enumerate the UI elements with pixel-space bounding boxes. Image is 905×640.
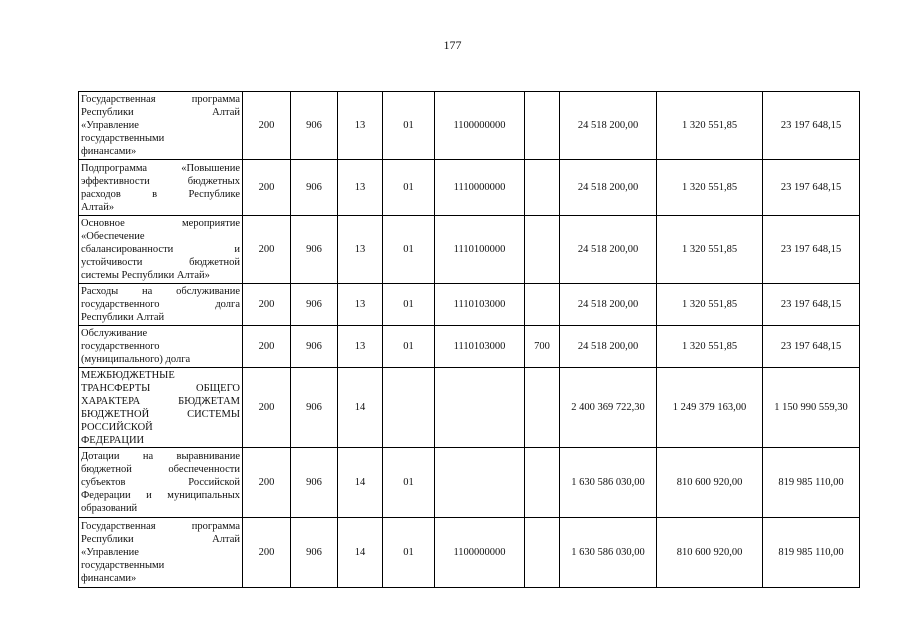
- description-line: Основное мероприятие: [81, 218, 240, 229]
- section-cell: 14: [338, 448, 383, 518]
- grbs-cell: 906: [291, 216, 338, 284]
- section-cell: 13: [338, 160, 383, 216]
- description-line: Республики Алтай: [81, 107, 240, 118]
- description-line: Дотации на выравнивание: [81, 451, 240, 462]
- row-description: [79, 448, 243, 518]
- budget-table: [78, 91, 860, 588]
- target-article-cell: [435, 368, 525, 448]
- expense-type-cell: [525, 448, 560, 518]
- grbs-cell: 906: [291, 284, 338, 326]
- code-cell: 200: [243, 160, 291, 216]
- expense-type-cell: [525, 368, 560, 448]
- row-description: [79, 326, 243, 368]
- regional-amount-cell: 23 197 648,15: [763, 216, 860, 284]
- total-amount-cell: 24 518 200,00: [560, 160, 657, 216]
- description-line: Подпрограмма «Повышение: [81, 162, 240, 174]
- description-line: Государственная программа: [81, 521, 240, 532]
- federal-amount-cell: 1 249 379 163,00: [657, 368, 763, 448]
- total-amount-cell: 2 400 369 722,30: [560, 368, 657, 448]
- regional-amount-cell: 23 197 648,15: [763, 326, 860, 368]
- section-cell: 14: [338, 368, 383, 448]
- table-row: [79, 448, 860, 518]
- description-line: РОССИЙСКОЙ: [81, 421, 153, 433]
- section-cell: 14: [338, 518, 383, 588]
- description-line: Обслуживание: [81, 328, 148, 339]
- description-line: ХАРАКТЕРА БЮДЖЕТАМ: [81, 395, 240, 407]
- code-cell: 200: [243, 518, 291, 588]
- code-cell: 200: [243, 368, 291, 448]
- grbs-cell: 906: [291, 326, 338, 368]
- expense-type-cell: 700: [525, 326, 560, 368]
- subsection-cell: 01: [383, 326, 435, 368]
- target-article-cell: [435, 448, 525, 518]
- total-amount-cell: 24 518 200,00: [560, 284, 657, 326]
- description-line: «Управление: [81, 547, 139, 558]
- subsection-cell: 01: [383, 448, 435, 518]
- section-cell: 13: [338, 326, 383, 368]
- description-line: государственными: [81, 133, 165, 144]
- row-description: [79, 92, 243, 160]
- regional-amount-cell: 819 985 110,00: [763, 448, 860, 518]
- target-article-cell: 1110103000: [435, 326, 525, 368]
- section-cell: 13: [338, 92, 383, 160]
- description-line: «Обеспечение: [81, 231, 145, 242]
- regional-amount-cell: 819 985 110,00: [763, 518, 860, 588]
- federal-amount-cell: 1 320 551,85: [657, 284, 763, 326]
- target-article-cell: 1110100000: [435, 216, 525, 284]
- subsection-cell: 01: [383, 284, 435, 326]
- grbs-cell: 906: [291, 448, 338, 518]
- description-line: «Управление: [81, 120, 139, 131]
- federal-amount-cell: 1 320 551,85: [657, 326, 763, 368]
- description-line: сбалансированности и: [81, 244, 240, 255]
- expense-type-cell: [525, 284, 560, 326]
- federal-amount-cell: 1 320 551,85: [657, 92, 763, 160]
- target-article-cell: 1110103000: [435, 284, 525, 326]
- row-description: [79, 518, 243, 588]
- page-number: 177: [443, 38, 462, 52]
- description-line: МЕЖБЮДЖЕТНЫЕ: [81, 369, 175, 381]
- federal-amount-cell: 1 320 551,85: [657, 216, 763, 284]
- description-line: (муниципального) долга: [81, 354, 191, 365]
- total-amount-cell: 1 630 586 030,00: [560, 518, 657, 588]
- expense-type-cell: [525, 216, 560, 284]
- expense-type-cell: [525, 518, 560, 588]
- section-cell: 13: [338, 216, 383, 284]
- row-description: [79, 216, 243, 284]
- code-cell: 200: [243, 326, 291, 368]
- target-article-cell: 1100000000: [435, 518, 525, 588]
- table-row: [79, 92, 860, 160]
- description-line: системы Республики Алтай»: [81, 270, 210, 281]
- description-line: ФЕДЕРАЦИИ: [81, 434, 145, 446]
- subsection-cell: 01: [383, 160, 435, 216]
- description-line: устойчивости бюджетной: [81, 257, 240, 268]
- row-description: [79, 368, 243, 448]
- description-line: государственными: [81, 560, 165, 571]
- description-line: Республики Алтай: [81, 534, 240, 545]
- description-line: государственного: [81, 341, 160, 352]
- federal-amount-cell: 810 600 920,00: [657, 448, 763, 518]
- table-row: [79, 518, 860, 588]
- description-line: Федерации и муниципальных: [81, 490, 240, 501]
- regional-amount-cell: 1 150 990 559,30: [763, 368, 860, 448]
- code-cell: 200: [243, 216, 291, 284]
- grbs-cell: 906: [291, 368, 338, 448]
- description-line: образований: [81, 503, 138, 514]
- section-cell: 13: [338, 284, 383, 326]
- regional-amount-cell: 23 197 648,15: [763, 92, 860, 160]
- table-row: [79, 326, 860, 368]
- grbs-cell: 906: [291, 160, 338, 216]
- subsection-cell: 01: [383, 216, 435, 284]
- target-article-cell: 1110000000: [435, 160, 525, 216]
- description-line: расходов в Республике: [81, 188, 240, 200]
- table-row: [79, 368, 860, 448]
- row-description: [79, 284, 243, 326]
- description-line: БЮДЖЕТНОЙ СИСТЕМЫ: [81, 408, 240, 420]
- total-amount-cell: 1 630 586 030,00: [560, 448, 657, 518]
- expense-type-cell: [525, 92, 560, 160]
- description-line: Государственная программа: [81, 94, 240, 105]
- description-line: ТРАНСФЕРТЫ ОБЩЕГО: [81, 382, 240, 394]
- description-line: финансами»: [81, 146, 137, 157]
- code-cell: 200: [243, 284, 291, 326]
- federal-amount-cell: 1 320 551,85: [657, 160, 763, 216]
- row-description: [79, 160, 243, 216]
- description-line: эффективности бюджетных: [81, 175, 240, 187]
- code-cell: 200: [243, 448, 291, 518]
- federal-amount-cell: 810 600 920,00: [657, 518, 763, 588]
- regional-amount-cell: 23 197 648,15: [763, 284, 860, 326]
- expense-type-cell: [525, 160, 560, 216]
- description-line: финансами»: [81, 573, 137, 584]
- description-line: Республики Алтай: [81, 312, 165, 323]
- code-cell: 200: [243, 92, 291, 160]
- table-row: [79, 216, 860, 284]
- regional-amount-cell: 23 197 648,15: [763, 160, 860, 216]
- subsection-cell: 01: [383, 92, 435, 160]
- description-line: Расходы на обслуживание: [81, 286, 240, 297]
- description-line: государственного долга: [81, 299, 240, 310]
- description-line: субъектов Российской: [81, 477, 240, 488]
- subsection-cell: 01: [383, 518, 435, 588]
- table-row: [79, 160, 860, 216]
- table-row: [79, 284, 860, 326]
- total-amount-cell: 24 518 200,00: [560, 92, 657, 160]
- description-line: бюджетной обеспеченности: [81, 464, 240, 475]
- description-line: Алтай»: [81, 201, 115, 213]
- subsection-cell: [383, 368, 435, 448]
- total-amount-cell: 24 518 200,00: [560, 216, 657, 284]
- grbs-cell: 906: [291, 92, 338, 160]
- target-article-cell: 1100000000: [435, 92, 525, 160]
- grbs-cell: 906: [291, 518, 338, 588]
- total-amount-cell: 24 518 200,00: [560, 326, 657, 368]
